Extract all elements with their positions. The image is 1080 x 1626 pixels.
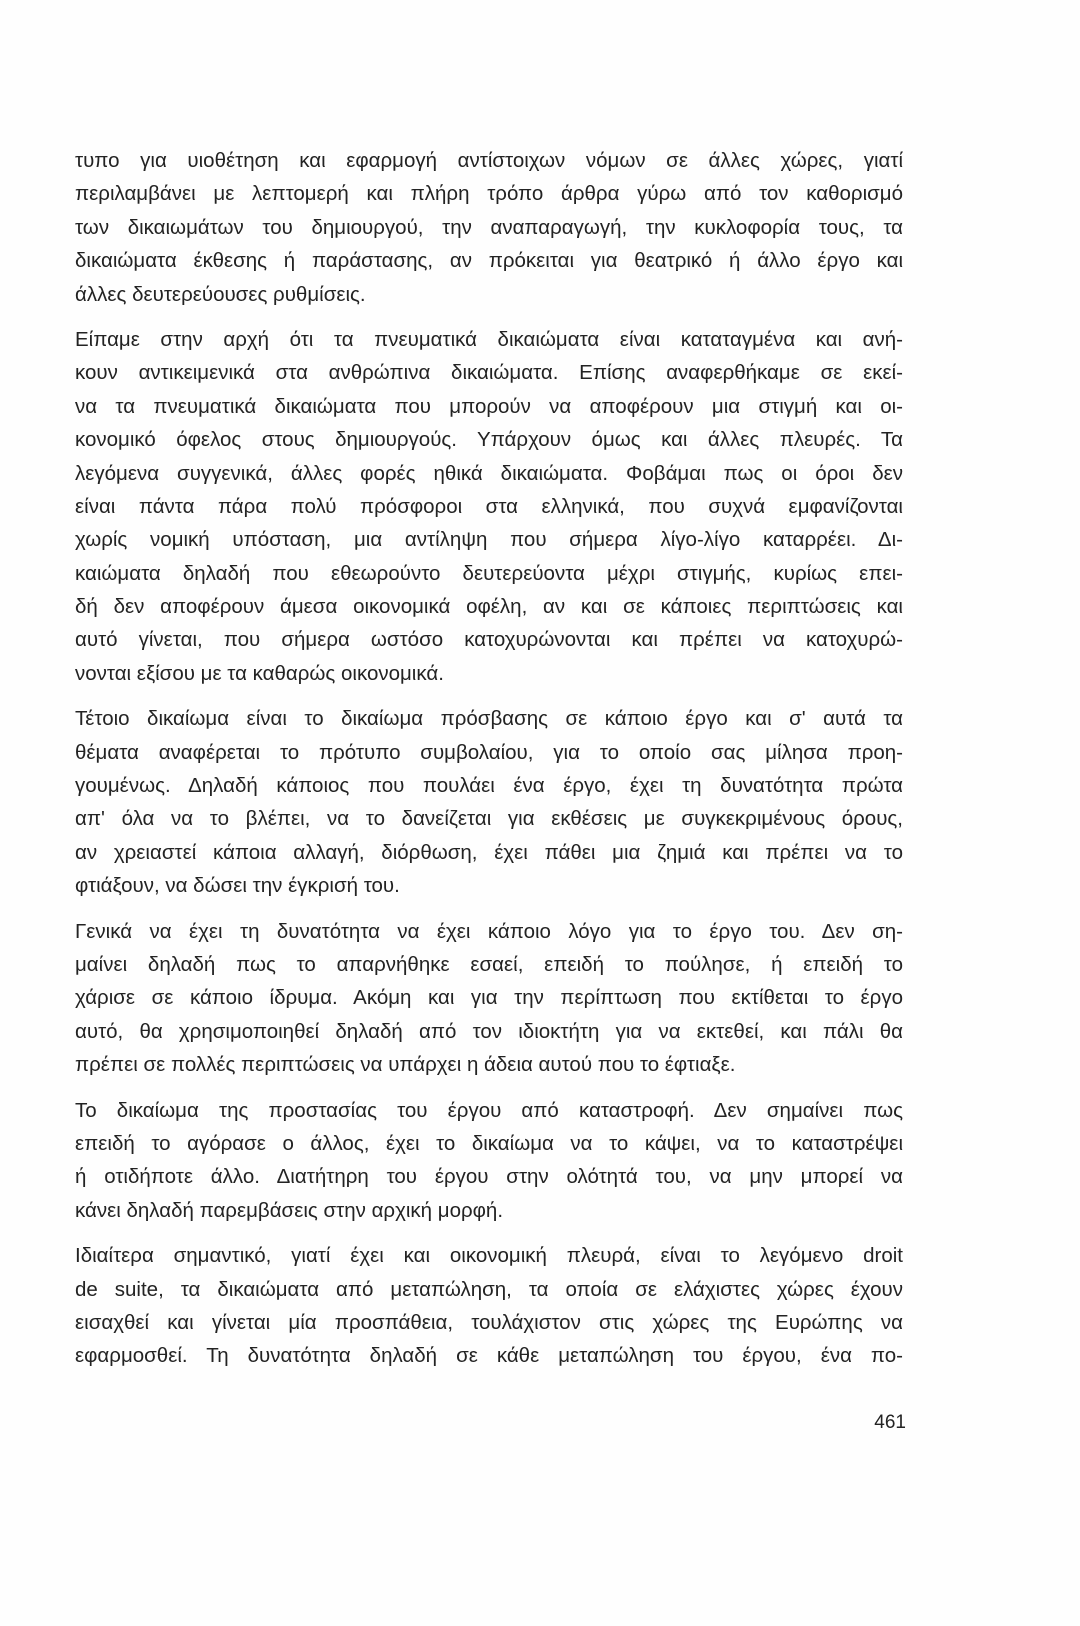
text-line: απ' όλα να το βλέπει, να το δανείζεται για εκθέσεις με συγκεκριμένους όρους, — [75, 807, 903, 831]
text-line: κουν αντικειμενικά στα ανθρώπινα δικαιώματα. Επίσης αναφερθήκαμε σε εκεί- — [75, 361, 903, 385]
text-line: πρέπει σε πολλές περιπτώσεις να υπάρχει η άδεια αυτού που το έφτιαξε. — [75, 1053, 736, 1077]
text-line: άλλες δευτερεύουσες ρυθμίσεις. — [75, 282, 366, 306]
text-line: δή δεν αποφέρουν άμεσα οικονομικά οφέλη, αν και σε κάποιες περιπτώσεις και — [75, 595, 903, 619]
text-line: μαίνει δηλαδή πως το απαρνήθηκε εσαεί, επειδή το πούλησε, ή επειδή το — [75, 952, 903, 976]
text-line: αυτό, θα χρησιμοποιηθεί δηλαδή από τον ιδιοκτήτη για να εκτεθεί, και πάλι θα — [75, 1019, 903, 1043]
text-line: de suite, τα δικαιώματα από μεταπώληση, τα οποία σε ελάχιστες χώρες έχουν — [75, 1277, 903, 1301]
text-line: λεγόμενα συγγενικά, άλλες φορές ηθικά δικαιώματα. Φοβάμαι πως οι όροι δεν — [75, 461, 903, 485]
paragraph-4 — [75, 915, 903, 1082]
text-line: είναι πάντα πάρα πολύ πρόσφοροι στα ελληνικά, που συχνά εμφανίζονται — [75, 494, 903, 518]
text-line: δικαιώματα έκθεσης ή παράστασης, αν πρόκειται για θεατρικό ή άλλο έργο και — [75, 249, 903, 273]
paragraph-3 — [75, 702, 903, 902]
text-line: θέματα αναφέρεται το πρότυπο συμβολαίου, για το οποίο σας μίλησα προη- — [75, 740, 903, 764]
text-line: χωρίς νομική υπόσταση, μια αντίληψη που σήμερα λίγο-λίγο καταρρέει. Δι- — [75, 528, 903, 552]
text-line: περιλαμβάνει με λεπτομερή και πλήρη τρόπο άρθρα γύρω από τον καθορισμό — [75, 182, 903, 206]
text-line: νονται εξίσου με τα καθαρώς οικονομικά. — [75, 661, 444, 685]
text-line: εφαρμοσθεί. Τη δυνατότητα δηλαδή σε κάθε μεταπώληση του έργου, ένα πο- — [75, 1344, 903, 1368]
text-line: Είπαμε στην αρχή ότι τα πνευματικά δικαιώματα είναι καταταγμένα και ανή- — [75, 327, 903, 351]
text-line: αυτό γίνεται, που σήμερα ωστόσο κατοχυρώνονται και πρέπει να κατοχυρώ- — [75, 628, 903, 652]
text-line: εισαχθεί και γίνεται μία προσπάθεια, τουλάχιστον στις χώρες της Ευρώπης να — [75, 1310, 903, 1334]
text-line: ή οτιδήποτε άλλο. Διατήτηρη του έργου στην ολότητά του, να μην μπορεί να — [75, 1165, 903, 1189]
text-line: τυπο για υιοθέτηση και εφαρμογή αντίστοιχων νόμων σε άλλες χώρες, γιατί — [75, 149, 903, 172]
paragraph-2 — [75, 323, 903, 690]
text-line: Τέτοιο δικαίωμα είναι το δικαίωμα πρόσβασης σε κάποιο έργο και σ' αυτά τα — [75, 707, 903, 731]
body-text — [75, 144, 903, 1385]
paragraph-5 — [75, 1094, 903, 1228]
text-line: των δικαιωμάτων του δημιουργού, την αναπαραγωγή, την κυκλοφορία τους, τα — [75, 215, 903, 239]
text-line: κάνει δηλαδή παρεμβάσεις στην αρχική μορφή. — [75, 1198, 504, 1222]
text-line: καιώματα δηλαδή που εθεωρούντο δευτερεύοντα μέχρι στιγμής, κυρίως επει- — [75, 561, 903, 585]
text-line: αν χρειαστεί κάποια αλλαγή, διόρθωση, έχει πάθει μια ζημιά και πρέπει να το — [75, 840, 903, 864]
text-line: κονομικό όφελος στους δημιουργούς. Υπάρχουν όμως και άλλες πλευρές. Τα — [75, 428, 903, 452]
text-line: επειδή το αγόρασε ο άλλος, έχει το δικαίωμα να το κάψει, να το καταστρέψει — [75, 1131, 903, 1155]
text-line: γουμένως. Δηλαδή κάποιος που πουλάει ένα έργο, έχει τη δυνατότητα πρώτα — [75, 774, 903, 798]
text-line: να τα πνευματικά δικαιώματα που μπορούν να αποφέρουν μια στιγμή και οι- — [75, 394, 903, 418]
text-line: φτιάξουν, να δώσει την έγκρισή του. — [75, 874, 400, 898]
paragraph-1 — [75, 144, 903, 311]
text-line: χάρισε σε κάποιο ίδρυμα. Ακόμη και για την περίπτωση που εκτίθεται το έργο — [75, 986, 903, 1010]
text-line: Ιδιαίτερα σημαντικό, γιατί έχει και οικονομική πλευρά, είναι το λεγόμενο droit — [75, 1244, 903, 1268]
text-line: Το δικαίωμα της προστασίας του έργου από καταστροφή. Δεν σημαίνει πως — [75, 1098, 903, 1122]
text-line: Γενικά να έχει τη δυνατότητα να έχει κάποιο λόγο για το έργο του. Δεν ση- — [75, 919, 903, 943]
paragraph-6 — [75, 1239, 903, 1373]
page-number: 461 — [874, 1412, 906, 1433]
